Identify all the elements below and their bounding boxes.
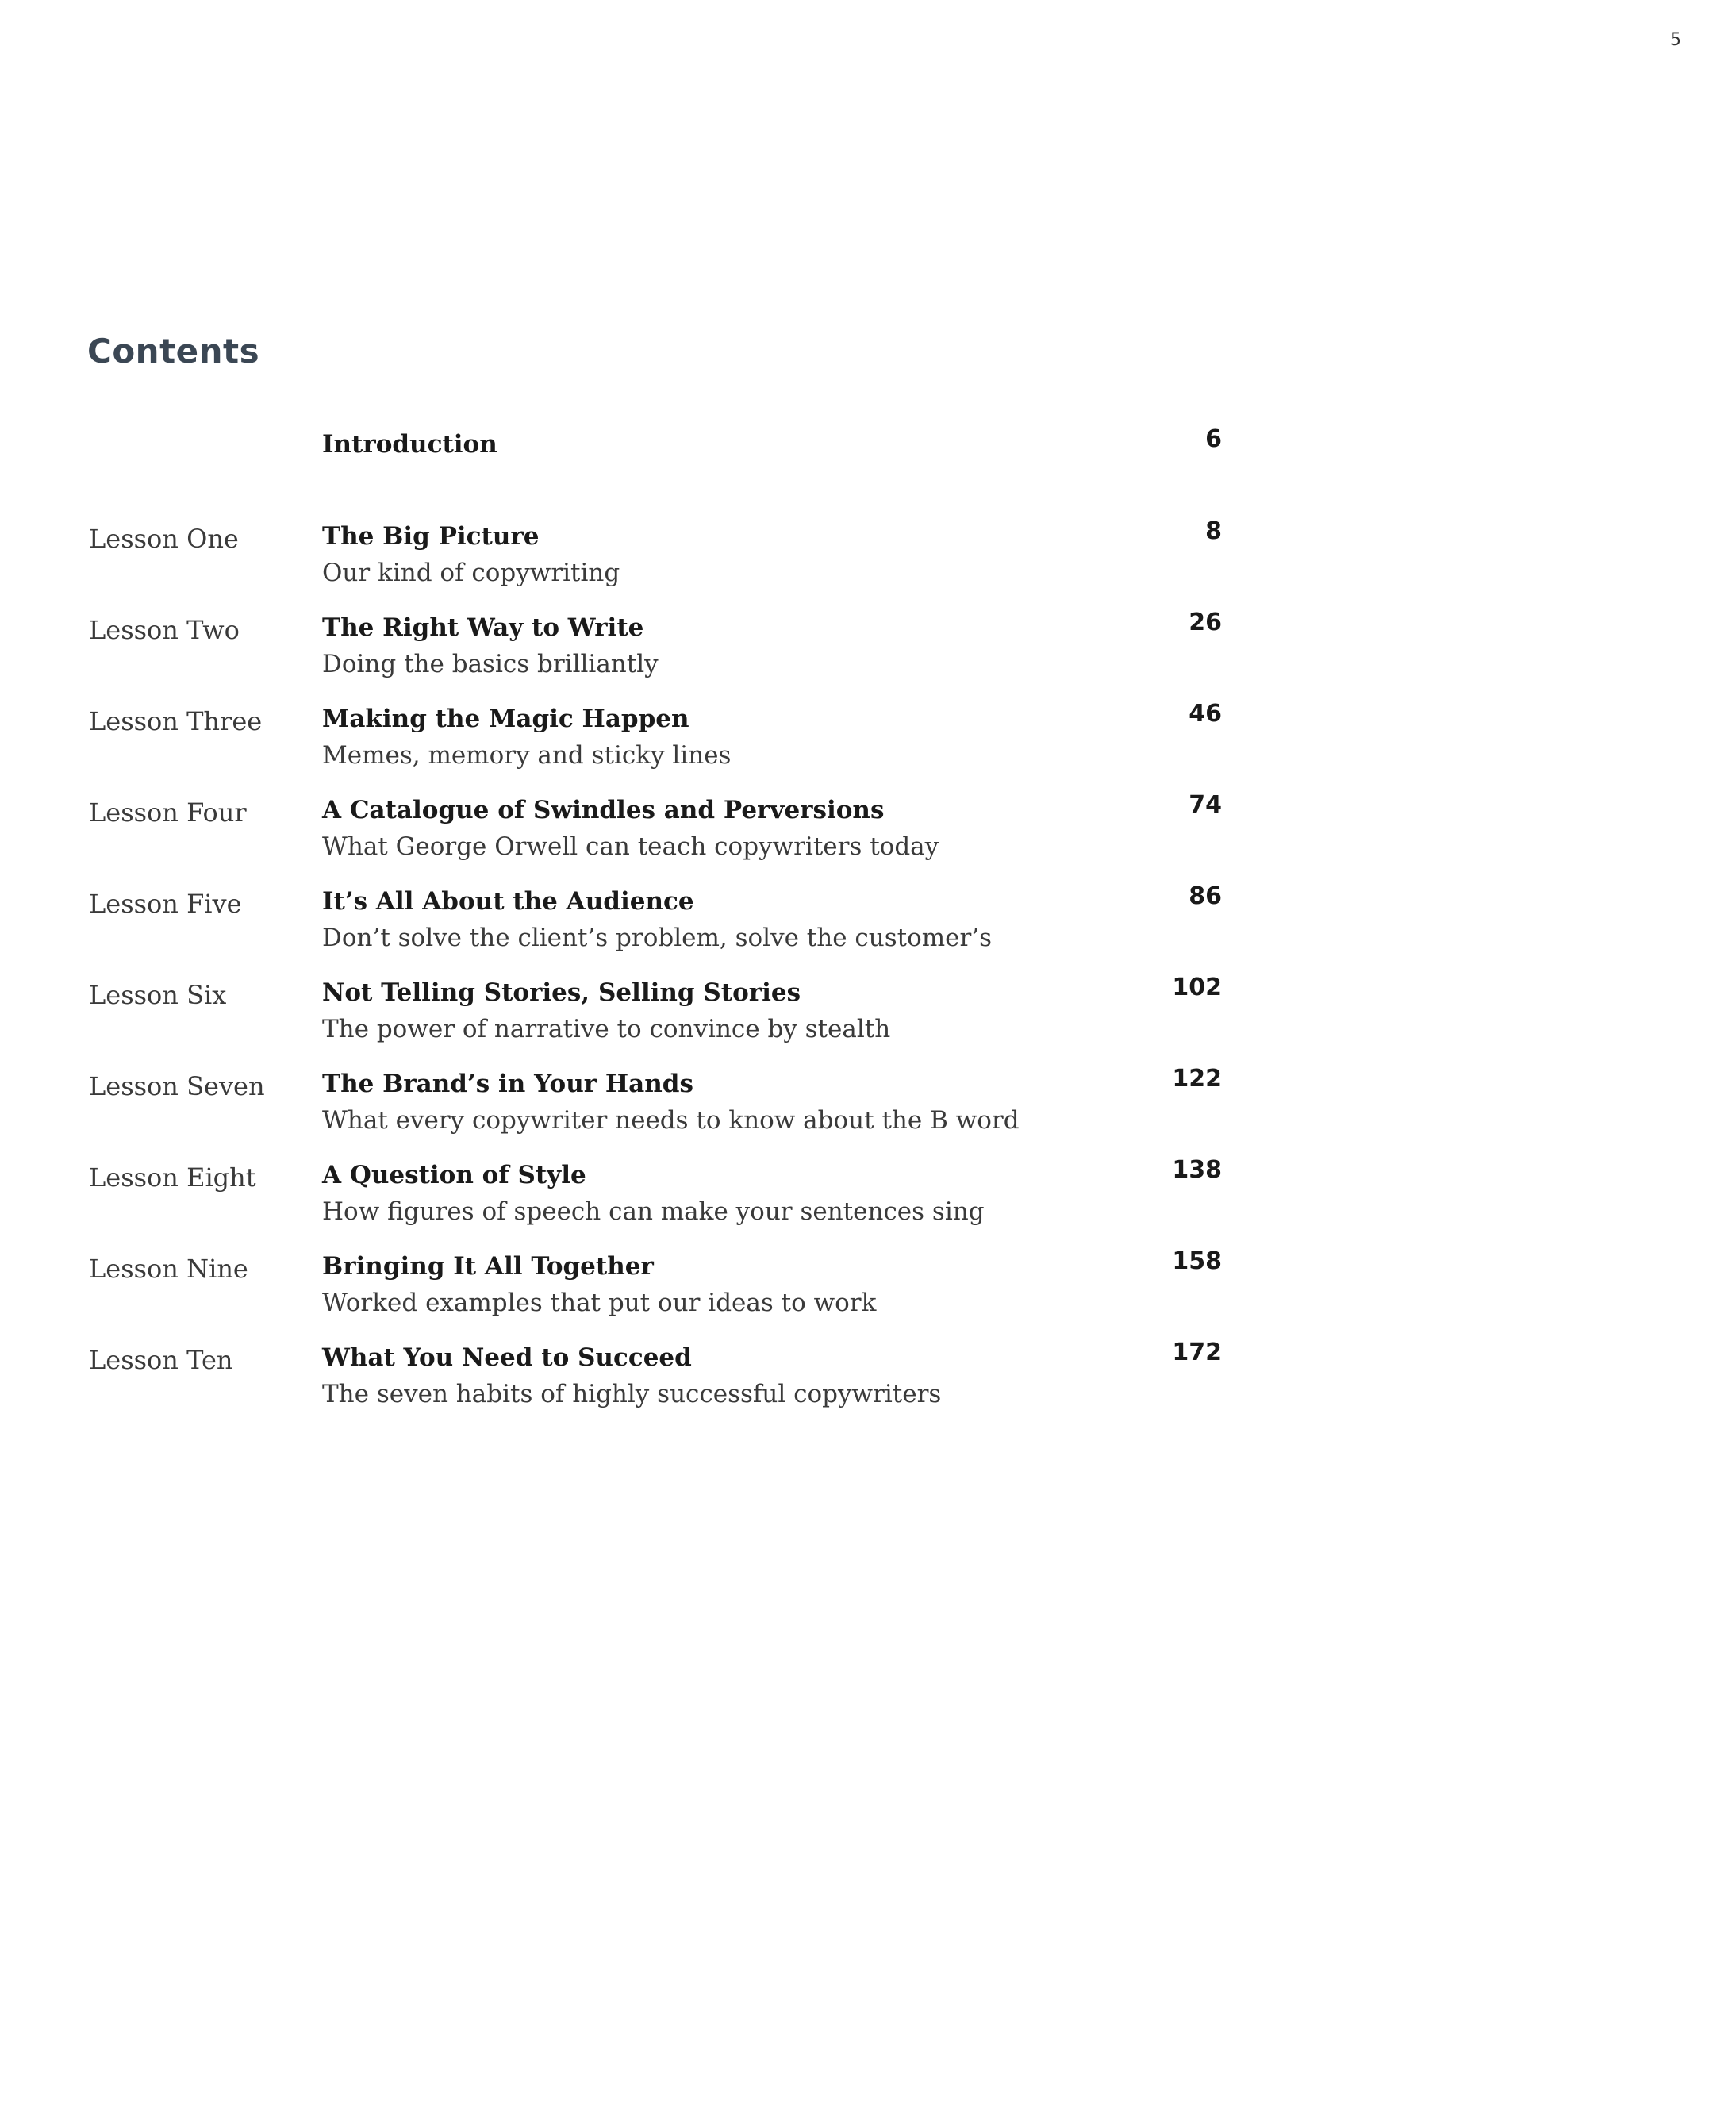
entry-page-number: 74 bbox=[1189, 791, 1222, 819]
toc-entry-lesson[interactable] bbox=[0, 517, 1736, 601]
toc-entry-introduction[interactable] bbox=[0, 425, 1736, 509]
entry-page-number: 102 bbox=[1172, 974, 1222, 1001]
page-number: 5 bbox=[1670, 30, 1681, 50]
toc-entry-lesson[interactable] bbox=[0, 791, 1736, 875]
entry-subtitle: Worked examples that put our ideas to work bbox=[322, 1289, 877, 1317]
entry-title: The Brand’s in Your Hands bbox=[322, 1070, 693, 1098]
toc-entry-lesson[interactable] bbox=[0, 882, 1736, 966]
toc-entry-lesson[interactable] bbox=[0, 1065, 1736, 1149]
entry-page-number: 26 bbox=[1189, 609, 1222, 636]
entry-page-number: 138 bbox=[1172, 1156, 1222, 1184]
entry-subtitle: Our kind of copywriting bbox=[322, 559, 620, 587]
entry-title: The Big Picture bbox=[322, 522, 540, 551]
entry-page-number: 172 bbox=[1172, 1339, 1222, 1366]
lesson-label: Lesson Five bbox=[89, 889, 242, 919]
lesson-label: Lesson Two bbox=[89, 615, 240, 645]
entry-subtitle: Memes, memory and sticky lines bbox=[322, 741, 732, 770]
entry-subtitle: The seven habits of highly successful copywriters bbox=[322, 1380, 942, 1408]
lesson-label: Lesson Six bbox=[89, 980, 227, 1010]
entry-subtitle: Don’t solve the client’s problem, solve the customer’s bbox=[322, 924, 993, 952]
entry-title: A Catalogue of Swindles and Perversions bbox=[322, 796, 885, 824]
toc-entry-lesson[interactable] bbox=[0, 700, 1736, 784]
lesson-label: Lesson Four bbox=[89, 797, 247, 828]
contents-heading: Contents bbox=[87, 332, 260, 371]
entry-title: Bringing It All Together bbox=[322, 1252, 654, 1281]
entry-title: A Question of Style bbox=[322, 1161, 586, 1189]
toc-entry-lesson[interactable] bbox=[0, 1339, 1736, 1423]
entry-subtitle: How figures of speech can make your sentences sing bbox=[322, 1197, 985, 1226]
lesson-label: Lesson One bbox=[89, 524, 239, 554]
entry-title: The Right Way to Write bbox=[322, 613, 644, 642]
entry-subtitle: The power of narrative to convince by stealth bbox=[322, 1015, 891, 1043]
entry-title: Making the Magic Happen bbox=[322, 705, 689, 733]
entry-page-number: 86 bbox=[1189, 882, 1222, 910]
lesson-label: Lesson Three bbox=[89, 706, 263, 736]
entry-page-number: 8 bbox=[1205, 517, 1222, 545]
toc-entry-lesson[interactable] bbox=[0, 1156, 1736, 1240]
entry-subtitle: What George Orwell can teach copywriters today bbox=[322, 832, 939, 861]
entry-title: Not Telling Stories, Selling Stories bbox=[322, 978, 801, 1007]
entry-subtitle: Doing the basics brilliantly bbox=[322, 650, 659, 678]
entry-title: What You Need to Succeed bbox=[322, 1343, 692, 1372]
toc-entry-lesson[interactable] bbox=[0, 1247, 1736, 1331]
entry-page-number: 122 bbox=[1172, 1065, 1222, 1093]
lesson-label: Lesson Seven bbox=[89, 1071, 265, 1101]
toc-entry-lesson[interactable] bbox=[0, 974, 1736, 1058]
lesson-label: Lesson Ten bbox=[89, 1345, 233, 1375]
entry-page-number: 46 bbox=[1189, 700, 1222, 728]
entry-page-number: 158 bbox=[1172, 1247, 1222, 1275]
entry-title: Introduction bbox=[322, 430, 497, 459]
lesson-label: Lesson Eight bbox=[89, 1162, 256, 1193]
entry-page-number: 6 bbox=[1205, 425, 1222, 453]
entry-subtitle: What every copywriter needs to know about the B word bbox=[322, 1106, 1020, 1135]
entry-title: It’s All About the Audience bbox=[322, 887, 694, 916]
lesson-label: Lesson Nine bbox=[89, 1254, 248, 1284]
toc-entry-lesson[interactable] bbox=[0, 609, 1736, 693]
